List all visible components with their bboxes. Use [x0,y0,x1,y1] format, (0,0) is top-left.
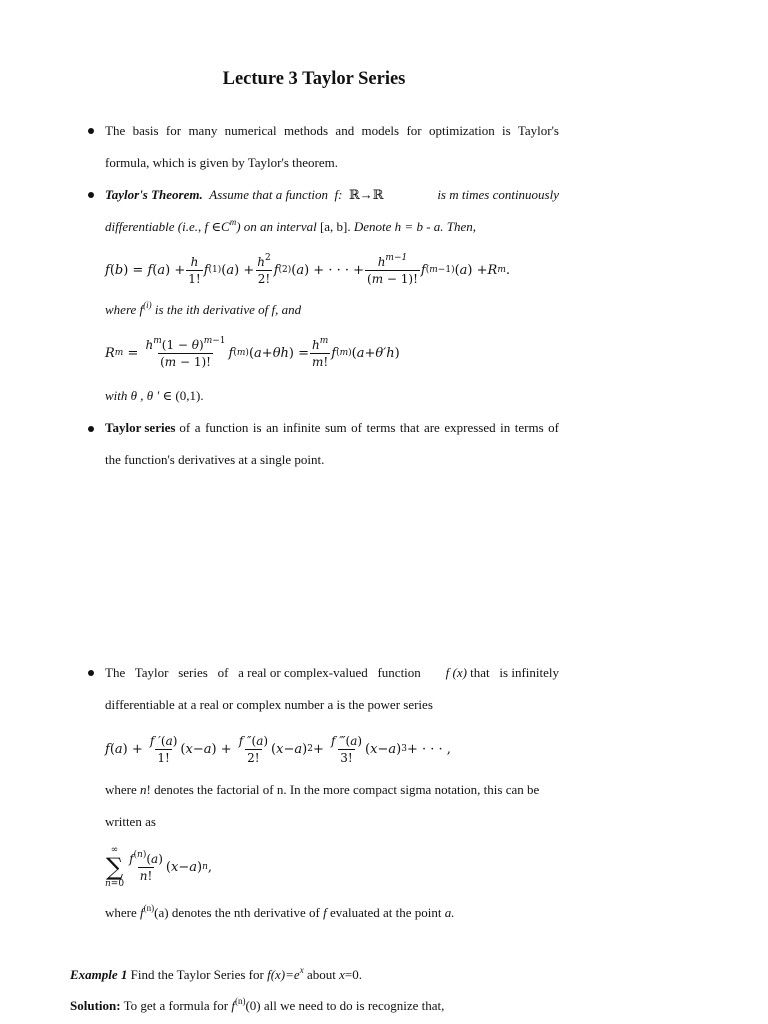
paragraph-text: of a function is an infinite sum of terms that are expressed in terms of [179,420,559,435]
theorem-text: ) on an interval [236,219,317,234]
function-symbol: f [231,998,235,1013]
function-expression: f(x)=e [267,967,300,982]
paragraph-text: that is infinitely [470,665,559,680]
bullet-marker [88,670,94,676]
paragraph-line: the function's derivatives at a single point. [105,452,325,467]
theorem-text: Assume that a function [209,187,329,202]
where-text: is the ith derivative of f, and [154,302,302,317]
paragraph-text: ! denotes the factorial of n. In the more compact sigma notation, this can be [146,782,540,797]
example-text: about [306,967,336,982]
theorem-line-2 [105,219,476,235]
function-symbol: f [323,905,327,920]
with-text: with [105,388,128,403]
paragraph-text: denotes the nth derivative of [171,905,320,920]
superscript: (n) [143,903,155,913]
theorem-text: f: [334,187,343,202]
paragraph-text: where [105,905,137,920]
interval: [a, b]. [319,219,351,234]
superscript: (i) [143,300,152,310]
term-heading: Taylor series [105,420,176,435]
variable: x [339,967,345,982]
variable: n [140,782,147,797]
bullet-marker [88,426,94,432]
remainder-equation: R m = $\frac{h^m(1 - \theta)^{m-1}}{(m - 1)!}$ f (m) ( a + θh ) = $\frac{h^m}{m!}$ f (m) ( a + θ′h ) [105,335,400,369]
sigma-series-equation: ∞ ∑ n=0 $\frac{f^{(n)}(a)}{n!}$ ( x − a ) n , [105,845,212,889]
paragraph-line: formula, which is given by Taylor's theorem. [105,155,338,170]
variable: a. [444,905,455,920]
page-title: Lecture 3 Taylor Series [222,69,406,89]
paragraph-line: The basis for many numerical methods and models for optimization is Taylor's [105,123,559,138]
theorem-text: f ∈C [204,219,230,234]
paragraph-text: where [105,782,137,797]
function-symbol: f [140,905,144,920]
where-text: where f [105,302,144,317]
paragraph-line: differentiable at a real or complex number a is the power series [105,697,433,712]
paragraph-text: The Taylor series of a real or complex-valued function [105,665,421,680]
solution-label: Solution: [70,998,121,1013]
example-text: Find the Taylor Series for [130,967,264,982]
paragraph-line [105,905,455,921]
theorem-text: is m times continuously [437,187,559,202]
solution-line [70,998,444,1014]
where-line [105,302,301,318]
power-series-equation: f ( a ) + $\frac{f '(a)}{1!}$ ( x − a ) + $\frac{f ''(a)}{2!}$ ( x − a ) 2 + $\frac{f ‴(a)}{3!}$ ( x − a ) 3 + · · · , [105,733,451,765]
paragraph-line [105,420,559,436]
solution-text: (0) all we need to do is recognize that, [245,998,445,1013]
theorem-heading: Taylor's Theorem. [105,187,203,202]
example-label: Example 1 [70,967,128,982]
bullet-marker [88,128,94,134]
paragraph-line [105,665,559,681]
with-line [105,388,204,404]
theta-symbols: θ , θ ′ [130,388,160,403]
bullet-marker [88,192,94,198]
solution-text: To get a formula for [123,998,229,1013]
mapping-symbol: ℝ→ℝ [349,187,384,202]
superscript: m [229,217,237,227]
function-symbol: f (x) [445,665,467,680]
superscript: (n) [234,996,246,1006]
taylor-formula-equation: f ( b ) = f ( a ) + $\frac{h}{1!}$ f (1) ( a ) + $\frac{h^2}{2!}$ f (2) ( a ) + · · · + $\frac{h^{m-1}}{(m - 1)!}$ f (m−1) ( a ) + R m . [105,252,511,286]
theorem-text: Denote h = b - a. Then, [353,219,477,234]
paragraph-line [105,782,539,798]
paragraph-text: (a) [154,905,169,920]
example-line [70,967,362,983]
paragraph-text: evaluated at the point [329,905,442,920]
superscript: x [299,965,304,975]
interval: ∈ (0,1). [162,388,204,403]
theorem-line-1 [105,187,559,203]
paragraph-line: written as [105,814,156,829]
example-text: =0. [344,967,362,982]
theorem-text: differentiable (i.e., [105,219,202,234]
